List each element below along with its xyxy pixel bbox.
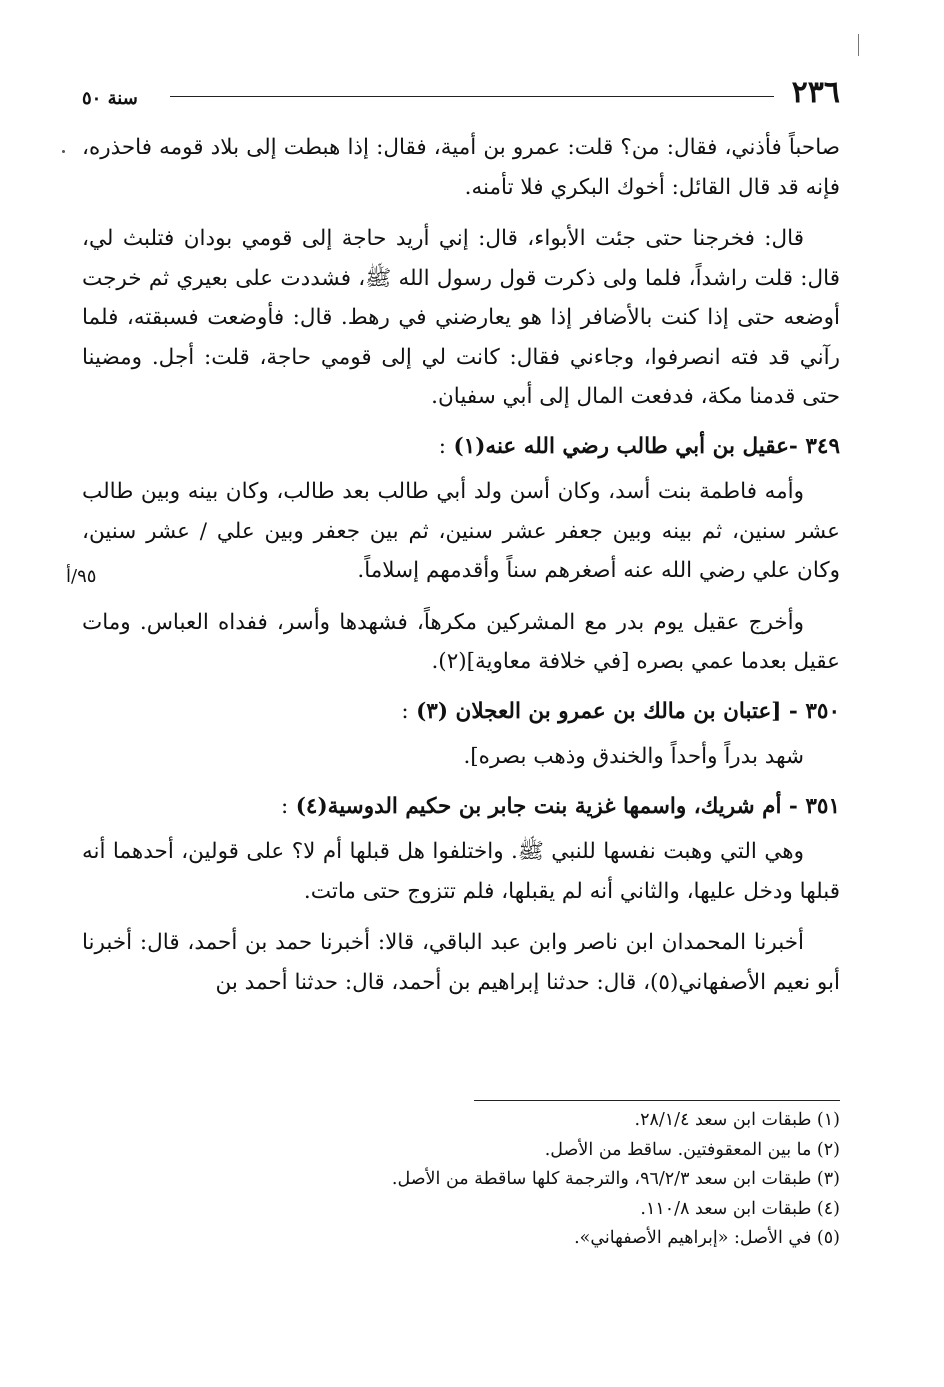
footnote: (٤) طبقات ابن سعد ١١٠/٨. — [640, 1198, 840, 1219]
paragraph — [82, 923, 840, 1002]
footnote: (٢) ما بين المعقوفتين. ساقط من الأصل. — [544, 1139, 840, 1160]
entry-heading-351 — [82, 787, 840, 827]
heading-colon: : — [280, 793, 289, 819]
header-year: سنة ٥٠ — [82, 88, 138, 109]
paragraph: شهد بدراً وأحداً والخندق وذهب بصره]. — [463, 744, 804, 769]
paragraph-text: ، قال: حدثنا إبراهيم بن أحمد، قال: حدثنا أحمد بن — [215, 969, 651, 995]
heading-colon: : — [438, 433, 446, 459]
period: . — [431, 649, 439, 674]
heading-text: ٣٥١ - أم شريك، واسمها غزية بنت جابر بن حكيم الدوسية — [327, 793, 840, 819]
footnote-ref: (٥) — [650, 969, 679, 995]
paragraph: وهي التي وهبت نفسها للنبي ﷺ. واختلفوا هل قبلها أم لا؟ على قولين، أحدهما أنه قبلها ودخل عليها، والثاني أنه لم يقبلها، فلم تتزوج حتى ماتت. — [82, 839, 840, 904]
text-line: وأمه فاطمة بنت أسد، وكان أسن ولد أبي طالب بعد طالب، وكان بينه وبين — [140, 479, 804, 504]
entry-heading-350 — [82, 692, 840, 732]
paragraph: قال: فخرجنا حتى جئت الأبواء، قال: إني أريد حاجة إلى قومي بودان فتلبث لي، قال: قلت راشداً، فلما ولى ذكرت قول رسول الله ﷺ، فشددت على بعيري ثم خرجت أوضعه حتى إذا كنت بالأضافر إذا هو يعارضني في رهط. قال: فأوضعت فسبقته، فلما رآني قد فته انصرفوا، وجاءني فقال: كانت لي إلى قومي حاجة، قلت: أجل. ومضينا حتى قدمنا مكة، فدفعت المال إلى أبي سفيان. — [82, 226, 840, 409]
paragraph-text: أخبرنا المحمدان ابن ناصر وابن عبد الباقي، قالا: أخبرنا حمد بن أحمد، قال: أخبرنا أبو نعيم الأصفهاني — [82, 930, 840, 995]
footnote: (٥) في الأصل: «إبراهيم الأصفهاني». — [574, 1228, 840, 1248]
page-number: ٢٣٦ — [791, 75, 840, 110]
footnote-ref: (٤) — [295, 793, 328, 819]
paragraph-text: وأخرج عقيل يوم بدر مع المشركين مكرهاً، فشهدها وأسر، ففداه العباس. ومات عقيل بعدما عمي بصره [في خلافة معاوية] — [82, 609, 840, 674]
heading-text: ٣٤٩ -عقيل بن أبي طالب رضي الله عنه — [485, 433, 840, 459]
running-header — [82, 74, 840, 114]
main-text — [82, 128, 840, 1002]
entry-heading-349 — [82, 427, 840, 467]
entry-349-body — [82, 472, 840, 591]
speck-mark — [62, 150, 65, 153]
footnotes — [82, 1106, 840, 1254]
footnote-ref: (٢) — [438, 649, 467, 674]
footnote: (١) طبقات ابن سعد ٢٨/١/٤. — [634, 1110, 840, 1130]
footnote-ref: (٣) — [416, 698, 449, 724]
footnote-ref: (١) — [453, 433, 486, 459]
gutter-mark — [858, 34, 859, 56]
paragraph — [82, 603, 840, 682]
text-line: سنين، وكان علي رضي الله عنه أصغرهم سناً وأقدمهم إسلاماً. — [82, 518, 840, 583]
manuscript-folio-ref: ٩٥/أ — [66, 566, 97, 587]
footnote: (٣) طبقات ابن سعد ٩٦/٢/٣، والترجمة كلها ساقطة من الأصل. — [391, 1169, 840, 1189]
paragraph — [82, 472, 840, 591]
header-rule — [170, 96, 774, 97]
heading-colon: : — [401, 698, 409, 724]
footnote-rule — [474, 1100, 840, 1101]
heading-text: ٣٥٠ - [عتبان بن مالك بن عمرو بن العجلان — [455, 698, 840, 724]
text-line: طالب عشر سنين، ثم بينه وبين جعفر عشر سنين، ثم بين جعفر وبين علي / عشر — [82, 479, 840, 544]
paragraph: صاحباً فأذني، فقال: من؟ قلت: عمرو بن أمية، فقال: إذا هبطت إلى بلاد قومه فاحذره، فإنه قد قال القائل: أخوك البكري فلا تأمنه. — [82, 135, 840, 200]
